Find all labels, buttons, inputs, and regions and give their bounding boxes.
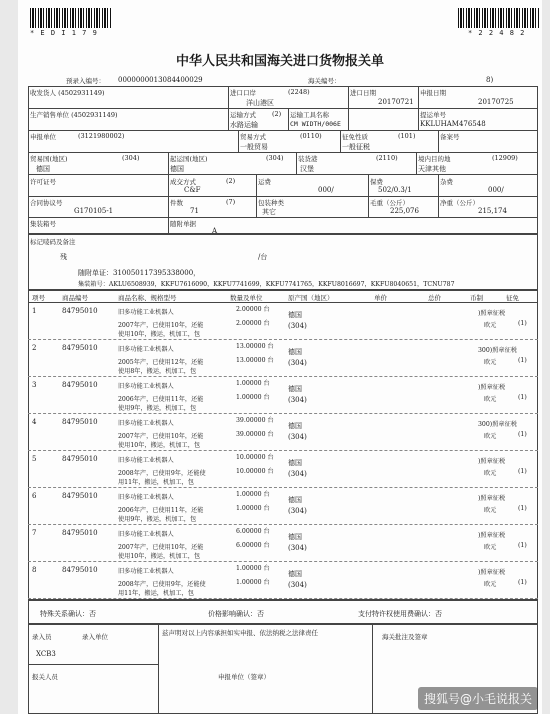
item-spec2: 使用9年，搬运，机加工，包 <box>118 516 197 523</box>
trade-country-code: (304) <box>122 154 140 162</box>
col-no: 项号 <box>32 294 45 302</box>
barcode-left-label: * E D I 1 7 9 <box>30 29 98 37</box>
item-num: (1) <box>518 505 527 512</box>
col-price: 单价 <box>374 294 387 302</box>
item-unit: 欧元 <box>484 322 497 329</box>
item-spec1: 2007年产，已使用10年，还能 <box>118 433 204 440</box>
item-no: 5 <box>32 455 37 463</box>
loading-port-code: (2110) <box>376 154 398 162</box>
item-q1: 39.00000 台 <box>236 417 274 424</box>
price-influence: 价格影响确认：否 <box>208 610 264 618</box>
item-spec1: 2008年产，已使用9年，还能使 <box>118 581 206 588</box>
item-code: 84795010 <box>62 492 98 500</box>
item-code: 84795010 <box>62 566 98 574</box>
license-label: 许可证号 <box>30 178 56 186</box>
item-spec1: 2005年产，已使用12年，还能 <box>118 359 204 366</box>
item-cur: )照章征税 <box>478 532 506 539</box>
pre-entry-label: 预录入编号： <box>66 77 105 85</box>
item-code: 84795010 <box>62 418 98 426</box>
loading-port-value: 汉堡 <box>300 165 314 173</box>
misc-label: 杂费 <box>440 178 453 186</box>
item-no: 7 <box>32 529 37 537</box>
item-origin: 德国 <box>288 422 302 430</box>
item-name: 旧多功能工业机器人 <box>118 309 174 316</box>
item-unit: 欧元 <box>484 396 497 403</box>
docs-label: 随附单据 <box>170 220 196 228</box>
item-q1: 13.00000 台 <box>236 343 274 350</box>
item-unit: 欧元 <box>484 544 497 551</box>
item-origin: 德国 <box>288 570 302 578</box>
item-no: 8 <box>32 566 37 574</box>
trade-mode-value: 一般贸易 <box>240 143 268 151</box>
declaration-statement: 兹声明对以上内容承担如实申报、依法纳税之法律责任 <box>162 629 318 637</box>
origin-country-label: 起运国(地区) <box>170 155 208 163</box>
item-cur: 300)照章征税 <box>478 347 517 354</box>
deal-mode-code: (2) <box>226 177 236 185</box>
remarks-prefix: 残 <box>60 253 67 261</box>
item-spec1: 2007年产，已使用10年，还能 <box>118 544 204 551</box>
customs-no-value: 8) <box>486 76 494 84</box>
freight-value: 000/ <box>318 186 334 194</box>
transport-label: 运输方式 <box>230 111 256 119</box>
item-q1: 1.00000 台 <box>236 491 270 498</box>
item-q1: 10.00000 台 <box>236 454 274 461</box>
item-origin: 德国 <box>288 348 302 356</box>
item-cur: )照章征税 <box>478 458 506 465</box>
declare-date-label: 申报日期 <box>420 89 446 97</box>
declarant-code: (3121980002) <box>78 132 125 140</box>
item-q2: 10.00000 台 <box>236 468 274 475</box>
gross-label: 毛重（公斤） <box>370 199 409 207</box>
item-cur: )照章征税 <box>478 384 506 391</box>
loading-port-label: 装货港 <box>298 155 318 163</box>
item-q2: 39.00000 台 <box>236 431 274 438</box>
pack-value: 其它 <box>262 208 276 216</box>
item-q1: 2.00000 台 <box>236 306 270 313</box>
origin-country-code: (304) <box>266 154 284 162</box>
bl-label: 提运单号 <box>420 111 446 119</box>
item-ocode: (304) <box>288 544 307 552</box>
item-q2: 1.00000 台 <box>236 394 270 401</box>
col-qty: 数量及单位 <box>230 294 263 302</box>
pieces-value: 71 <box>190 207 199 215</box>
freight-label: 运费 <box>258 178 271 186</box>
remarks-suffix: /台 <box>258 253 268 261</box>
insurance-label: 保费 <box>370 178 383 186</box>
item-q2: 13.00000 台 <box>236 357 274 364</box>
item-code: 84795010 <box>62 381 98 389</box>
import-date-value: 20170721 <box>378 98 414 106</box>
transport-code: (2) <box>272 110 282 118</box>
item-num: (1) <box>518 394 527 401</box>
col-code: 商品编号 <box>62 294 88 302</box>
port-value: 洋山港区 <box>246 99 274 107</box>
consignee-label: 收发货人 (4502931149) <box>30 89 105 97</box>
items-table <box>28 290 538 600</box>
item-q1: 6.00000 台 <box>236 528 270 535</box>
levy-code: (101) <box>398 132 416 140</box>
misc-value: 000/ <box>488 186 504 194</box>
item-ocode: (304) <box>288 470 307 478</box>
import-date-label: 进口日期 <box>350 89 376 97</box>
item-ocode: (304) <box>288 359 307 367</box>
item-cur: )照章征税 <box>478 310 506 317</box>
item-name: 旧多功能工业机器人 <box>118 494 174 501</box>
col-total: 总价 <box>428 294 441 302</box>
deal-mode-label: 成交方式 <box>170 178 196 186</box>
declare-date-value: 20170725 <box>478 98 514 106</box>
page-title: 中华人民共和国海关进口货物报关单 <box>175 54 384 69</box>
declare-unit-label: 申报单位（签章） <box>218 673 270 681</box>
trade-country-label: 贸易国(地区) <box>30 155 68 163</box>
record-no-label: 备案号 <box>440 133 460 141</box>
declarer-label: 报关人员 <box>32 673 58 681</box>
col-currency: 币制 <box>470 294 483 302</box>
remarks-label: 标记唛码及备注 <box>30 238 76 246</box>
attached-docs: 随附单证：310050117395338000， <box>78 269 201 277</box>
declarant-label: 申报单位 <box>30 133 56 141</box>
insurance-value: 502/0.3/1 <box>378 186 412 194</box>
item-ocode: (304) <box>288 396 307 404</box>
item-unit: 欧元 <box>484 507 497 514</box>
container-label: 集装箱号 <box>30 220 56 228</box>
origin-country-value: 德国 <box>170 165 184 173</box>
item-spec1: 2008年产，已使用9年，还能使 <box>118 470 206 477</box>
special-row <box>28 600 538 624</box>
item-name: 旧多功能工业机器人 <box>118 531 174 538</box>
item-num: (1) <box>518 542 527 549</box>
item-spec2: 使用9年，搬运，机加工，包 <box>118 405 197 412</box>
item-code: 84795010 <box>62 307 98 315</box>
item-name: 旧多功能工业机器人 <box>118 346 174 353</box>
item-unit: 欧元 <box>484 470 497 477</box>
item-ocode: (304) <box>288 322 307 330</box>
docs-value: A <box>212 227 218 235</box>
port-code: (2248) <box>288 88 310 96</box>
item-q1: 1.00000 台 <box>236 565 270 572</box>
dest-value: 天津其他 <box>418 165 446 173</box>
col-origin: 原产国（地区） <box>288 294 334 302</box>
item-num: (1) <box>518 468 527 475</box>
entry-unit-value: XCB3 <box>36 650 56 658</box>
item-name: 旧多功能工业机器人 <box>118 568 174 575</box>
net-value: 215,174 <box>478 207 507 215</box>
levy-label: 征免性质 <box>342 133 368 141</box>
entry-unit: 录入单位 <box>82 633 108 641</box>
item-num: (1) <box>518 431 527 438</box>
pieces-label: 件数 <box>170 199 183 207</box>
item-code: 84795010 <box>62 344 98 352</box>
dest-code: (12909) <box>492 154 518 162</box>
deal-mode-value: C&F <box>184 186 201 194</box>
entry-clerk: 录入员 <box>32 633 52 641</box>
royalty: 支付特许权使用费确认：否 <box>358 610 442 618</box>
item-spec2: 使用10年，搬运，机加工，包 <box>118 553 201 560</box>
item-no: 2 <box>32 344 37 352</box>
item-num: (1) <box>518 357 527 364</box>
item-origin: 德国 <box>288 385 302 393</box>
item-unit: 欧元 <box>484 581 497 588</box>
item-cur: )照章征税 <box>478 495 506 502</box>
item-num: (1) <box>518 579 527 586</box>
item-spec1: 2007年产，已使用10年，还能 <box>118 322 204 329</box>
item-spec2: 使用8年，搬运，机加工，包 <box>118 368 197 375</box>
item-spec1: 2006年产，已使用11年，还能 <box>118 507 204 514</box>
item-q2: 1.00000 台 <box>236 579 270 586</box>
item-origin: 德国 <box>288 496 302 504</box>
item-code: 84795010 <box>62 529 98 537</box>
col-name: 商品名称、规格型号 <box>118 294 177 302</box>
vessel-value: CM WIDTH/006E <box>290 120 341 128</box>
item-name: 旧多功能工业机器人 <box>118 383 174 390</box>
col-tax: 征免 <box>506 294 519 302</box>
item-no: 6 <box>32 492 37 500</box>
item-q1: 1.00000 台 <box>236 380 270 387</box>
barcode-right <box>458 8 540 28</box>
transport-value: 水路运输 <box>230 121 258 129</box>
pre-entry-value: 0000000013084400029 <box>118 76 203 84</box>
levy-value: 一般征税 <box>342 143 370 151</box>
item-no: 1 <box>32 307 37 315</box>
trade-country-value: 德国 <box>36 165 50 173</box>
item-cur: )照章征税 <box>478 569 506 576</box>
item-spec2: 用11年，搬运，机加工，包 <box>118 590 194 597</box>
item-unit: 欧元 <box>484 359 497 366</box>
item-q2: 2.00000 台 <box>236 320 270 327</box>
pack-label: 包装种类 <box>258 199 284 207</box>
watermark: 搜狐号@小毛说报关 <box>418 687 538 710</box>
item-num: (1) <box>518 320 527 327</box>
item-unit: 欧元 <box>484 433 497 440</box>
item-spec2: 使用10年，搬运，机加工，包 <box>118 442 201 449</box>
pack-code: (7) <box>226 198 236 206</box>
customs-no-label: 海关编号： <box>308 77 341 85</box>
producer-label: 生产销售单位 (4502931149) <box>30 111 118 119</box>
item-ocode: (304) <box>288 581 307 589</box>
item-q2: 6.00000 台 <box>236 542 270 549</box>
container-list: 集装箱号：AKLU6508939，KKFU7616090，KKFU7741699，KKFU7741765，KKFU8016697，KKFU8040651，TCNU787 <box>78 281 455 288</box>
item-ocode: (304) <box>288 433 307 441</box>
item-spec2: 使用10年，搬运，机加工，包 <box>118 331 201 338</box>
item-spec2: 用11年，搬运，机加工，包 <box>118 479 194 486</box>
item-name: 旧多功能工业机器人 <box>118 420 174 427</box>
vessel-label: 运输工具名称 <box>290 111 329 119</box>
item-origin: 德国 <box>288 459 302 467</box>
net-label: 净重（公斤） <box>440 199 479 207</box>
item-name: 旧多功能工业机器人 <box>118 457 174 464</box>
trade-mode-code: (0110) <box>300 132 322 140</box>
item-no: 3 <box>32 381 37 389</box>
barcode-right-label: * 2 2 4 8 2 <box>468 29 526 37</box>
item-no: 4 <box>32 418 37 426</box>
declaration-sheet <box>18 0 542 714</box>
trade-mode-label: 贸易方式 <box>240 133 266 141</box>
port-label: 进口口岸 <box>230 89 256 97</box>
bl-value: KKLUHAM476548 <box>420 120 486 128</box>
special-relation: 特殊关系确认：否 <box>40 610 96 618</box>
item-code: 84795010 <box>62 455 98 463</box>
barcode-left <box>30 8 112 28</box>
item-origin: 德国 <box>288 533 302 541</box>
dest-label: 境内目的地 <box>418 155 451 163</box>
item-spec1: 2006年产，已使用11年，还能 <box>118 396 204 403</box>
item-origin: 德国 <box>288 311 302 319</box>
contract-label: 合同协议号 <box>30 199 63 207</box>
item-ocode: (304) <box>288 507 307 515</box>
item-q2: 1.00000 台 <box>236 505 270 512</box>
item-cur: 300)照章征税 <box>478 421 517 428</box>
gross-value: 225,076 <box>390 207 419 215</box>
contract-value: G170105-1 <box>74 207 114 215</box>
customs-approval: 海关批注及签章 <box>382 633 428 641</box>
